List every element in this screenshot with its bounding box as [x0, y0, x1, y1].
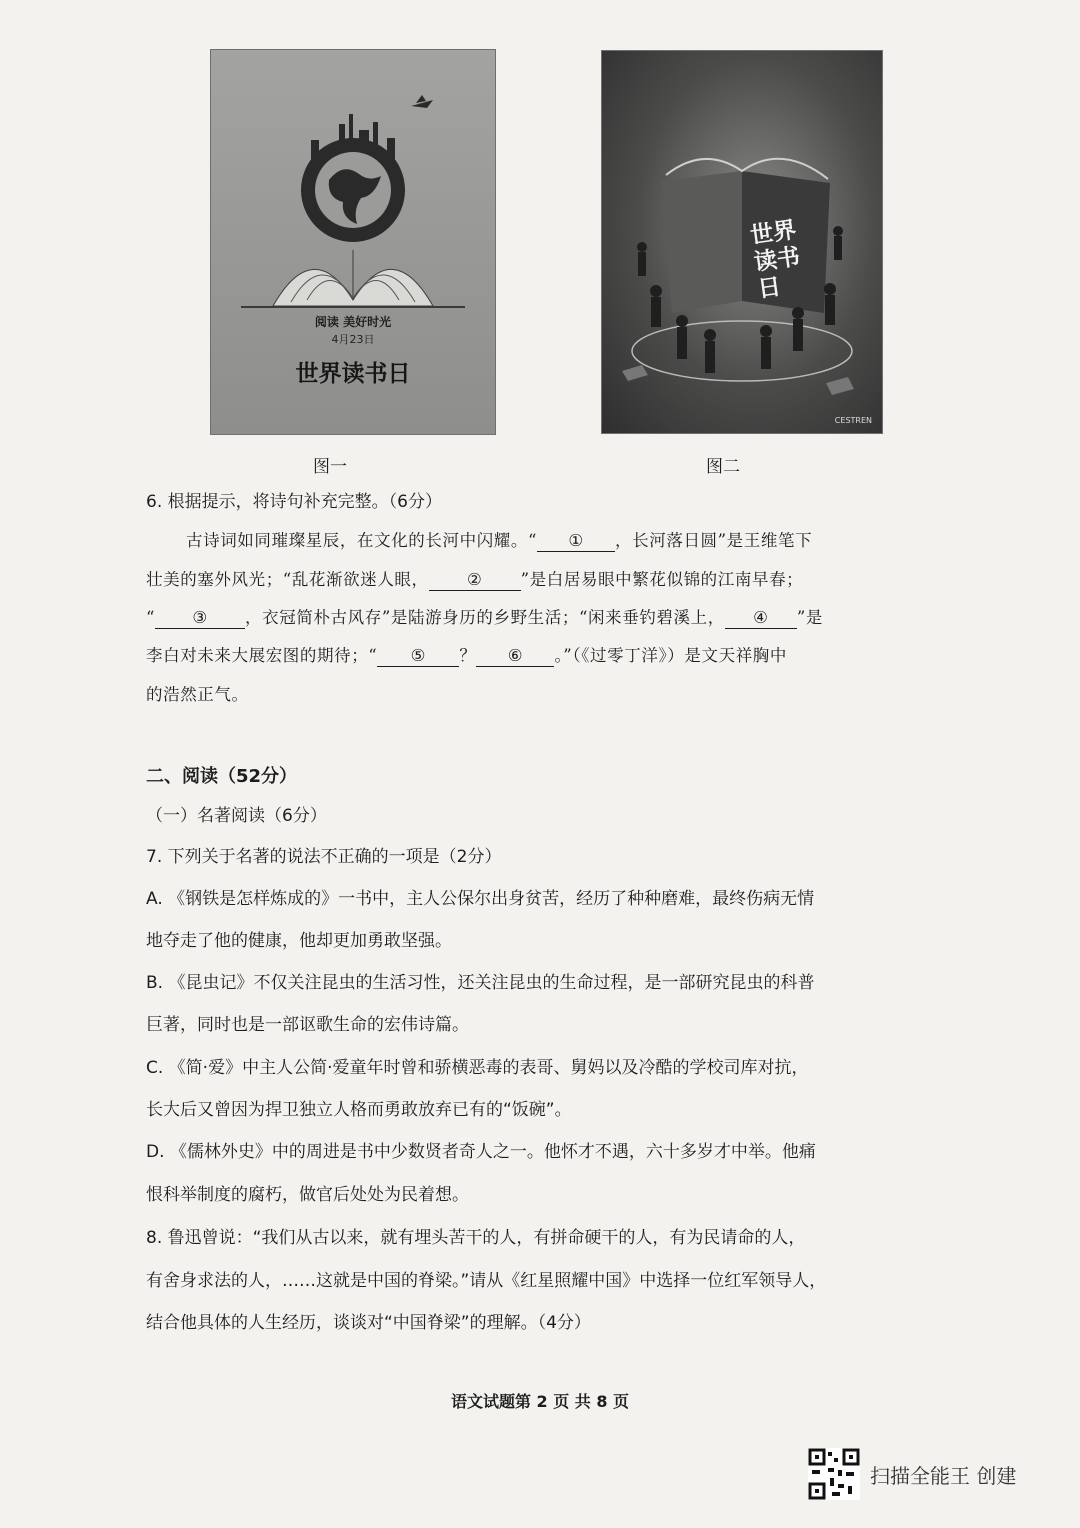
blank-5[interactable]: ⑤ — [377, 646, 459, 667]
q6-title: 6. 根据提示，将诗句补充完整。（6分） — [146, 492, 442, 512]
figure-2-caption: 图二 — [706, 457, 740, 477]
q7-option-d-line-2: 恨科举制度的腐朽，做官后处处为民着想。 — [146, 1185, 469, 1205]
q7-option-c-line-1[interactable]: C. 《简·爱》中主人公简·爱童年时曾和骄横恶毒的表哥、舅妈以及冷酷的学校司库对抗， — [146, 1058, 809, 1078]
q6-text: 李白对未来大展宏图的期待；“ — [146, 646, 378, 665]
q6-text: ，长河落日圆”是王维笔下 — [615, 531, 813, 550]
blank-4[interactable]: ④ — [725, 608, 797, 629]
page-footer: 语文试题第 2 页 共 8 页 — [450, 1392, 630, 1411]
blank-2[interactable]: ② — [429, 570, 521, 591]
q6-text: ”是白居易眼中繁花似锦的江南早春； — [520, 570, 804, 589]
q6-text: 。”（《过零丁洋》）是文天祥胸中 — [554, 646, 787, 665]
q7-option-a-line-2: 地夺走了他的健康，他却更加勇敢坚强。 — [146, 931, 452, 951]
section-2-sub-1: （一）名著阅读（6分） — [146, 806, 327, 826]
q8-line-1: 8. 鲁迅曾说：“我们从古以来，就有埋头苦干的人，有拼命硬干的人，有为民请命的人， — [146, 1228, 806, 1248]
q6-text: ，衣冠简朴古风存”是陆游身历的乡野生活；“闲来垂钓碧溪上， — [245, 608, 725, 627]
poster-date: 4月23日 — [331, 333, 375, 346]
scanner-watermark: 扫描全能王 创建 — [870, 1464, 1017, 1488]
q7-option-b-line-1[interactable]: B. 《昆虫记》不仅关注昆虫的生活习性，还关注昆虫的生命过程，是一部研究昆虫的科普 — [146, 973, 815, 993]
section-2-heading: 二、阅读（52分） — [146, 766, 298, 787]
q6-text: “ — [146, 608, 156, 627]
q8-line-3: 结合他具体的人生经历，谈谈对“中国脊梁”的理解。（4分） — [146, 1313, 591, 1333]
figure-1-poster — [210, 49, 496, 435]
q8-line-2: 有舍身求法的人，……这就是中国的脊梁。”请从《红星照耀中国》中选择一位红军领导人， — [146, 1271, 827, 1291]
q7-option-b-line-2: 巨著，同时也是一部讴歌生命的宏伟诗篇。 — [146, 1015, 469, 1035]
blank-3[interactable]: ③ — [155, 608, 245, 629]
q6-line-2 — [146, 566, 803, 591]
figure-1-caption: 图一 — [313, 457, 347, 477]
q7-option-d-line-1[interactable]: D. 《儒林外史》中的周进是书中少数贤者奇人之一。他怀才不遇，六十多岁才中举。他痛 — [146, 1142, 816, 1162]
poster-tagline: 阅读 美好时光 — [314, 315, 392, 329]
blank-6[interactable]: ⑥ — [476, 646, 554, 667]
book-cover-title-line1: 世界 — [748, 217, 798, 250]
q6-line-4 — [146, 642, 787, 667]
q6-text: 古诗词如同璀璨星辰，在文化的长河中闪耀。“ — [186, 531, 538, 550]
q6-line-5: 的浩然正气。 — [146, 685, 249, 704]
q6-line-1 — [186, 527, 812, 552]
q6-text: ”是 — [796, 608, 823, 627]
q6-text: 壮美的塞外风光；“乱花渐欲迷人眼， — [146, 570, 429, 589]
q7-option-c-line-2: 长大后又曾因为捍卫独立人格而勇敢放弃已有的“饭碗”。 — [146, 1100, 572, 1120]
q7-title: 7. 下列关于名著的说法不正确的一项是（2分） — [146, 847, 502, 867]
q7-option-a-line-1[interactable]: A. 《钢铁是怎样炼成的》一书中，主人公保尔出身贫苦，经历了种种磨难，最终伤病无情 — [146, 889, 815, 909]
book-cover-title-line2: 读书日 — [752, 243, 802, 303]
giant-book-people-illustration — [602, 51, 882, 433]
poster-watermark: CESTREN — [834, 416, 872, 425]
q6-text: ？ — [459, 646, 477, 665]
figure-2-poster — [601, 50, 883, 434]
poster-title: 世界读书日 — [295, 361, 411, 387]
blank-1[interactable]: ① — [537, 531, 615, 552]
book-cover-title — [749, 215, 820, 304]
q6-line-3 — [146, 604, 823, 629]
qr-code-icon — [808, 1448, 860, 1500]
